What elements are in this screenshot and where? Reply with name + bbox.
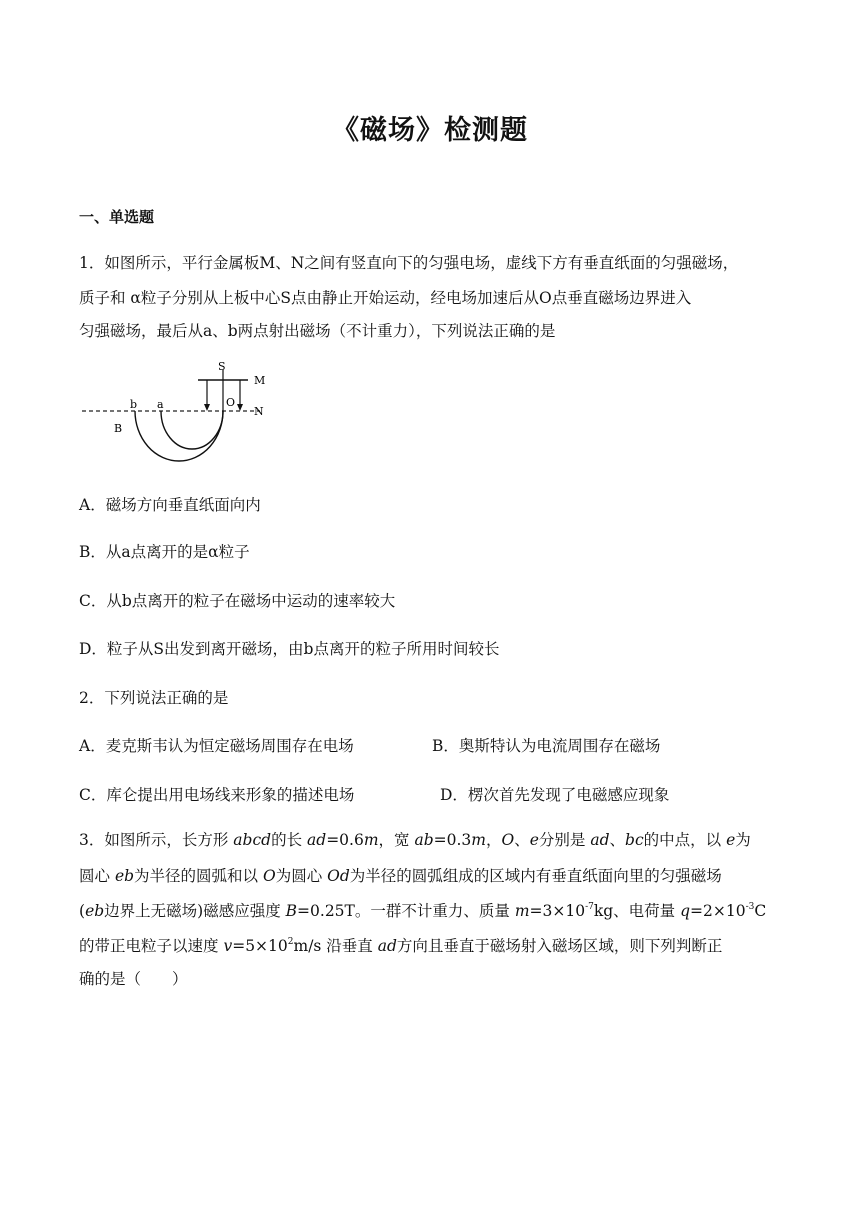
q3-stem-line-5: 确的是（ ） <box>79 970 188 988</box>
q2-option-a: A．麦克斯韦认为恒定磁场周围存在电场 <box>79 737 354 755</box>
q2-option-b: B．奥斯特认为电流周围存在磁场 <box>432 737 661 755</box>
q2-option-d: D．楞次首先发现了电磁感应现象 <box>440 786 670 804</box>
field-arrow-right <box>237 404 243 411</box>
section-heading: 一、单选题 <box>79 208 155 226</box>
field-arrow-left <box>204 404 210 411</box>
q3-stem-line-4: 的带正电粒子以速度 $v=5\times 10^2m/s$ 沿垂直 ad方向且垂直于磁场射入磁场区域，则下列判断正 <box>79 937 723 955</box>
arc-to-b <box>135 411 223 461</box>
q1-stem-line-2: 质子和 α粒子分别从上板中心S点由静止开始运动，经电场加速后从O点垂直磁场边界进入 <box>79 289 692 307</box>
page-title: 《磁场》检测题 <box>332 115 528 146</box>
q3-stem-line-2: 圆心 eb为半径的圆弧和以 O为圆心 Od为半径的圆弧组成的区域内有垂直纸面向里的匀强磁场 <box>79 867 722 885</box>
q1-option-d: D．粒子从S出发到离开磁场，由b点离开的粒子所用时间较长 <box>79 640 500 658</box>
q1-option-a: A．磁场方向垂直纸面向内 <box>79 496 261 514</box>
q1-option-c: C．从b点离开的粒子在磁场中运动的速率较大 <box>79 592 396 610</box>
label-b: b <box>130 398 138 411</box>
label-s: S <box>218 360 226 373</box>
q3-stem-line-1: 3．如图所示，长方形 abcd的长 ad=0.6m，宽 ab=0.3m，O、e分别是 ad、bc的中点，以 e为 <box>79 831 751 849</box>
arc-to-a <box>161 411 223 449</box>
q1-option-b: B．从a点离开的是α粒子 <box>79 543 250 561</box>
q1-figure <box>80 360 290 470</box>
label-o: O <box>226 396 236 409</box>
q1-stem-line-3: 匀强磁场，最后从a、b两点射出磁场（不计重力），下列说法正确的是 <box>79 322 556 340</box>
label-n: N <box>254 405 264 418</box>
label-B: B <box>114 422 123 435</box>
q2-option-c: C．库仑提出用电场线来形象的描述电场 <box>79 786 355 804</box>
q1-stem-line-1: 1．如图所示，平行金属板M、N之间有竖直向下的匀强电场，虚线下方有垂直纸面的匀强磁场， <box>79 254 739 272</box>
q2-stem: 2．下列说法正确的是 <box>79 689 229 707</box>
label-a: a <box>157 398 164 411</box>
q3-stem-line-3: (eb边界上无磁场)磁感应强度 B=0.25T。一群不计重力、质量 $m=3\times 10^{-7}kg$、电荷量 $q=2\times 10^{-3}C$ <box>79 902 767 920</box>
label-m: M <box>254 374 266 387</box>
